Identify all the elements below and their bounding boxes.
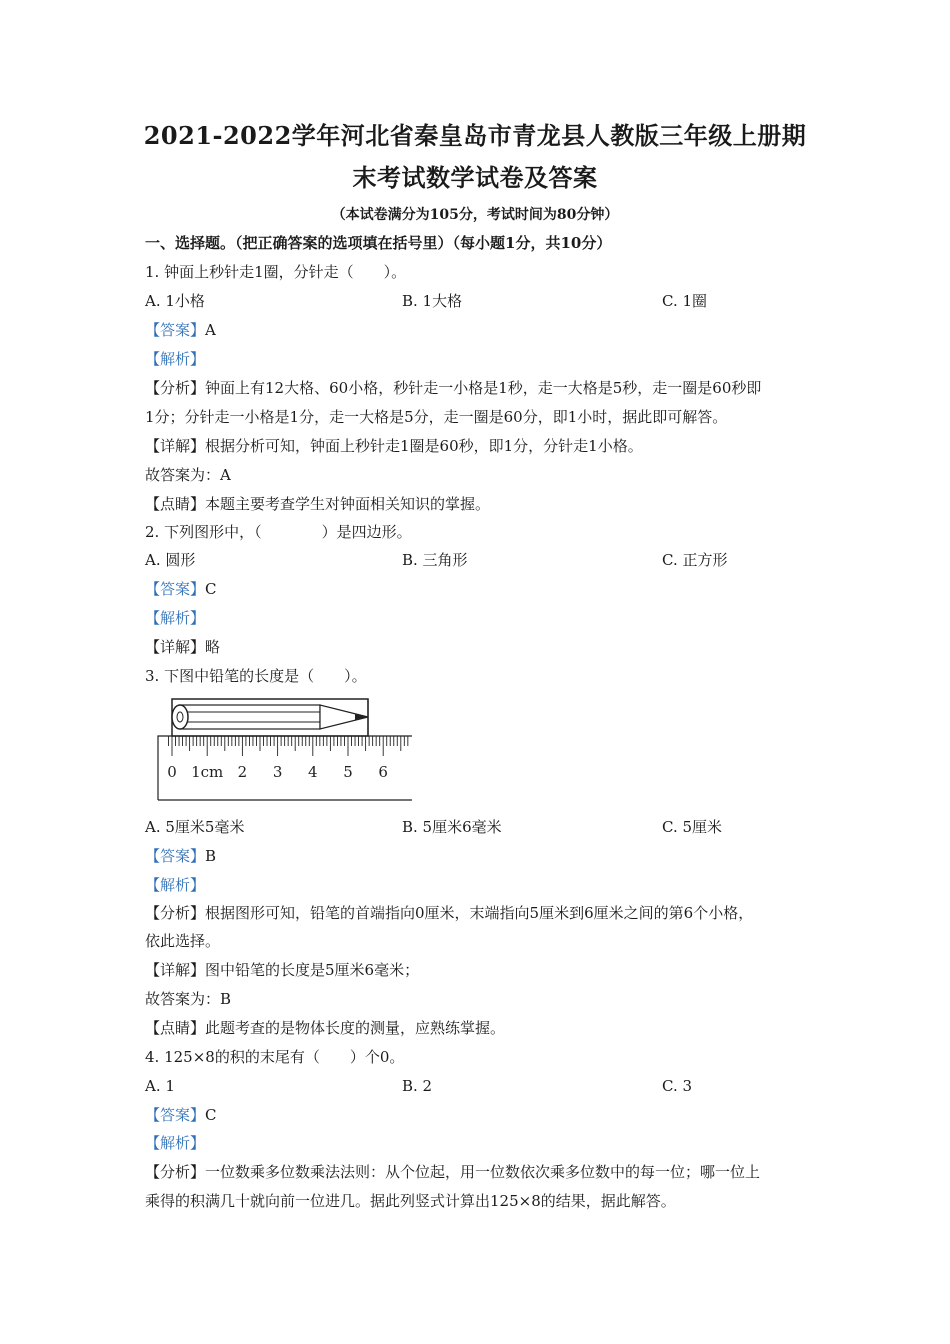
q4-fenxi-1 — [145, 1162, 815, 1182]
pencil-ruler-svg — [150, 690, 420, 806]
answer-value: B — [205, 847, 217, 865]
q1-stem: 1. 钟面上秒针走1圈，分针走（ ）。 — [145, 263, 407, 281]
ruler-label: 2 — [237, 763, 248, 781]
ruler-ticks — [168, 736, 407, 756]
section-heading: 一、选择题。（把正确答案的选项填在括号里）（每小题1分，共10分） — [145, 234, 612, 252]
answer-tag: 【答案】 — [145, 321, 206, 339]
answer-value: C — [205, 1106, 217, 1124]
q3-fenxi-1 — [145, 903, 815, 923]
q3-fenxi-2: 依此选择。 — [145, 932, 221, 950]
ruler-label: 3 — [272, 763, 283, 781]
q2-option-c: C. 正方形 — [662, 551, 728, 569]
answer-tag: 【答案】 — [145, 580, 206, 598]
q1-option-c: C. 1圈 — [662, 292, 708, 310]
q4-option-a: A. 1 — [145, 1077, 175, 1095]
q1-option-b: B. 1大格 — [402, 292, 463, 310]
q2-option-b: B. 三角形 — [402, 551, 468, 569]
fenxi-text: 根据图形可知，铅笔的首端指向0厘米，末端指向5厘米到6厘米之间的第6个小格， — [205, 904, 754, 922]
q2-stem: 2. 下列图形中，（ ）是四边形。 — [145, 523, 412, 541]
answer-value: C — [205, 580, 217, 598]
q4-option-c: C. 3 — [662, 1077, 693, 1095]
fenxi-text: 一位数乘多位数乘法法则：从个位起，用一位数依次乘多位数中的每一位；哪一位上 — [205, 1163, 761, 1181]
ruler-labels — [167, 763, 388, 781]
q2-option-a: A. 圆形 — [145, 551, 196, 569]
ruler-label: 1cm — [191, 763, 224, 781]
answer-tag: 【答案】 — [145, 847, 206, 865]
q1-jiexi: 【解析】 — [145, 350, 206, 368]
q3-option-a: A. 5厘米5毫米 — [145, 818, 245, 836]
title-line-1: 2021-2022学年河北省秦皇岛市青龙县人教版三年级上册期 — [143, 121, 807, 150]
q4-option-b: B. 2 — [402, 1077, 433, 1095]
answer-tag: 【答案】 — [145, 1106, 206, 1124]
ruler-label: 5 — [343, 763, 353, 781]
q2-xiangjie: 【详解】略 — [145, 638, 221, 656]
answer-value: A — [205, 321, 216, 339]
q4-fenxi-2: 乘得的积满几十就向前一位进几。据此列竖式计算出125×8的结果，据此解答。 — [145, 1192, 676, 1210]
q3-guda: 故答案为：B — [145, 990, 232, 1008]
title-line-2: 末考试数学试卷及答案 — [352, 163, 598, 192]
q1-option-a: A. 1小格 — [145, 292, 205, 310]
q2-jiexi: 【解析】 — [145, 609, 206, 627]
q3-jiexi: 【解析】 — [145, 876, 206, 894]
q1-xiangjie: 【详解】根据分析可知，钟面上秒针走1圈是60秒，即1分，分针走1小格。 — [145, 437, 643, 455]
q4-stem: 4. 125×8的积的末尾有（ ）个0。 — [145, 1048, 405, 1066]
q3-option-c: C. 5厘米 — [662, 818, 723, 836]
q3-answer — [145, 846, 815, 866]
ruler-label: 0 — [167, 763, 177, 781]
pencil-ruler-figure — [150, 690, 420, 810]
ruler-icon — [158, 736, 412, 800]
pencil-icon — [172, 699, 368, 736]
q4-answer — [145, 1105, 815, 1125]
q3-dianjing: 【点睛】此题考查的是物体长度的测量，应熟练掌握。 — [145, 1019, 506, 1037]
q3-stem: 3. 下图中铅笔的长度是（ ）。 — [145, 667, 367, 685]
q1-fenxi-2: 1分；分针走一小格是1分，走一大格是5分，走一圈是60分，即1小时，据此即可解答。 — [145, 408, 728, 426]
q4-jiexi: 【解析】 — [145, 1134, 206, 1152]
fenxi-tag: 【分析】 — [145, 379, 206, 397]
fenxi-text: 钟面上有12大格、60小格，秒针走一小格是1秒，走一大格是5秒，走一圈是60秒即 — [205, 379, 762, 397]
q2-answer — [145, 579, 815, 599]
q1-dianjing: 【点睛】本题主要考查学生对钟面相关知识的掌握。 — [145, 495, 491, 513]
ruler-label: 6 — [378, 763, 388, 781]
q3-option-b: B. 5厘米6毫米 — [402, 818, 502, 836]
fenxi-tag: 【分析】 — [145, 1163, 206, 1181]
q1-answer — [145, 320, 815, 340]
ruler-label: 4 — [308, 763, 318, 781]
subtitle: （本试卷满分为105分，考试时间为80分钟） — [331, 207, 619, 223]
fenxi-tag: 【分析】 — [145, 904, 206, 922]
q3-xiangjie: 【详解】图中铅笔的长度是5厘米6毫米； — [145, 961, 420, 979]
q1-guda: 故答案为：A — [145, 466, 231, 484]
q1-fenxi-1 — [145, 378, 815, 398]
